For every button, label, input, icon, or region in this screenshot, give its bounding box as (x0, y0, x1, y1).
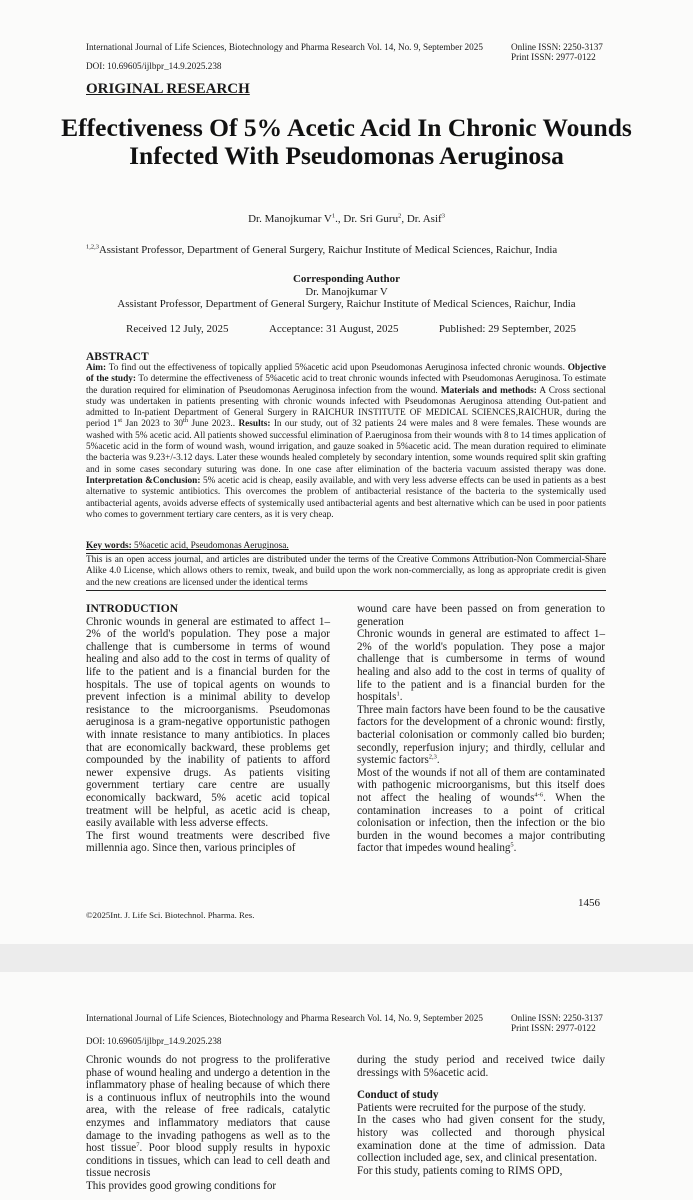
divider-top (86, 553, 606, 554)
right-paragraph-1: during the study period and received twice daily dressings with 5%acetic acid. (357, 1054, 605, 1079)
right-paragraph-4-cont: . When the contamination increases to a point of critical colonisation or infection, then the infection or the bio burden in the wound becomes a major contributing factor that impedes wound healing (357, 791, 605, 855)
conclusion-text: 5% acetic acid is cheap, easily available, and with very less adverse effects can be used in patients as a best alternative to systemic antibiotics. This overcomes the problem of antibacterial resistance of the bacteria to the systemically used antibacterial agents, avoids adverse effects of systemically used antibacterial agents and best alternative which can be used in poor patients who comes to government tertiary care centers, as it is very cheap. (86, 475, 606, 520)
conduct-of-study-heading: Conduct of study (357, 1089, 439, 1102)
page-2 (0, 972, 693, 1200)
period: . (513, 842, 517, 855)
doi-link[interactable]: DOI: 10.69605/ijlbpr_14.9.2025.238 (86, 61, 222, 71)
left-paragraph-1 (86, 1054, 330, 1180)
author-1-sup: 1 (331, 212, 336, 220)
print-issn: Print ISSN: 2977-0122 (511, 1023, 596, 1033)
corresponding-name: Dr. Manojkumar V (305, 286, 388, 298)
affiliation-text: Assistant Professor, Department of General Surgery, Raichur Institute of Medical Sciences, Raichur, India (99, 244, 558, 256)
intro-paragraph-2: The first wound treatments were described five millennia ago. Since then, various principles of (86, 829, 330, 855)
period: . (399, 691, 403, 704)
right-paragraph-4: For this study, patients coming to RIMS OPD, (357, 1164, 563, 1177)
objective-label: Objective of the study: (86, 363, 606, 385)
methods-text: A Cross sectional study was undertaken in patients presenting with chronic wounds infected with Pseudomonas Aeruginosa attending Out-patient and admitted to In-patient Department of General Surgery in RAICHUR INSTITUTE OF MEDICAL SCIENCES,RAICHUR, during the period 1 (86, 385, 607, 430)
aim-text: To find out the effectiveness of topically applied 5%acetic acid upon Pseudomonas Aeruginosa infected chronic wounds. (106, 363, 568, 373)
right-paragraph-1: wound care have been passed on from generation to generation (357, 603, 605, 628)
methods-label: Materials and methods: (440, 385, 537, 396)
paper-title: Effectiveness Of 5% Acetic Acid In Chronic Wounds Infected With Pseudomonas Aeruginosa (61, 113, 632, 170)
citation-sup: 7 (136, 1141, 140, 1149)
doi-link[interactable]: DOI: 10.69605/ijlbpr_14.9.2025.238 (86, 1036, 222, 1046)
introduction-heading: INTRODUCTION (86, 603, 179, 615)
left-paragraph-2: This provides good growing conditions for (86, 1179, 277, 1192)
page-number: 1456 (578, 897, 600, 909)
right-paragraph-3 (357, 704, 605, 767)
conclusion-label: Interpretation &Conclusion: (86, 475, 201, 486)
author-2-sup: 2 (398, 212, 402, 220)
print-issn: Print ISSN: 2977-0122 (511, 52, 596, 62)
right-paragraph-4-text: Most of the wounds if not all of them are contaminated with pathogenic microorganisms, but this itself does not affect the healing of wounds (357, 766, 605, 804)
objective-text: To determine the effectiveness of 5%acetic acid to treat chronic wounds infected with Pseudomonas Aeruginosa. To estimate the duration required for elimination of Pseudomonas Aeruginosa infection from the wound. (86, 374, 606, 396)
citation-sup: 5 (510, 841, 514, 849)
left-paragraph-1-text: Chronic wounds do not progress to the proliferative phase of wound healing and undergo a detention in the inflammatory phase of healing because of which there is a continuous influx of neutrophils into the wound area, with the release of free radicals, catalytic enzymes and inflammatory mediators that cause damage to the invading pathogens as well as to the host tissue (86, 1054, 330, 1155)
corresponding-heading: Corresponding Author (292, 273, 401, 285)
dates-row (86, 323, 616, 335)
right-paragraph-2: Patients were recruited for the purpose of the study. (357, 1101, 586, 1114)
divider-bottom (86, 590, 606, 591)
affiliation (86, 244, 626, 256)
right-paragraph-3-text: Three main factors have been found to be the causative factors for the development of a chronic wound: firstly, bacterial colonisation or commonly called bio burden; secondly, reperfusion injury; and thirdly, cellular and systemic factors (357, 703, 605, 767)
left-column (86, 603, 330, 855)
published-date: Published: 29 September, 2025 (438, 323, 576, 335)
methods-sup-1: st (117, 417, 123, 425)
keywords-text: 5%acetic acid, Pseudomonas Aeruginosa. (131, 541, 289, 551)
methods-text-2: Jan 2023 to 30 (122, 419, 184, 430)
citation-sup: 4-6 (534, 791, 544, 799)
methods-sup-2: th (183, 417, 189, 425)
methods-text-3: June 2023.. (188, 419, 239, 430)
license-notice: This is an open access journal, and articles are distributed under the terms of the Creative Commons Attribution-Non Commercial-Share Alike 4.0 License, which allows others to remix, tweak, and build upon the work non-commercially, as long as appropriate credit is given and the new creations are licensed under the identical terms (86, 555, 606, 588)
author-3-sup: 3 (441, 212, 445, 220)
intro-paragraph-1: Chronic wounds in general are estimated to affect 1–2% of the world's population. They pose a major challenge that is cumbersome in terms of wound healing and also add to the cost in terms of quality of life to the patient and is a financial burden for the hospitals. The use of topical agents on wounds to prevent infection is a minimal ability to develop resistance to the microorganisms. Pseudomonas aeruginosa is a gram-negative opportunistic pathogen with innate resistance to many antibiotics. In places that are economically backward, these problems get compounded by the inability of patients to afford newer expensive drugs. As patients visiting government tertiary care centre are usually economically backward, 5% acetic acid topical treatment will be helpful, as acetic acid is cheap, easily available with less adverse effects. (86, 615, 330, 830)
citation-sup: 2,3 (428, 753, 437, 761)
accepted-date: Acceptance: 31 August, 2025 (268, 323, 399, 335)
aim-label: Aim: (86, 363, 107, 373)
left-paragraph-1-cont: . Poor blood supply results in hypoxic conditions in tissues, which can lead to cell death and tissue necrosis (86, 1142, 330, 1180)
corresponding-address: Assistant Professor, Department of General Surgery, Raichur Institute of Medical Sciences, Raichur, India (117, 298, 576, 310)
right-paragraph-2-text: Chronic wounds in general are estimated to affect 1–2% of the world's population. They pose a major challenge that is cumbersome in terms of wound healing and also add to the cost in terms of quality of life to the patient and is a financial burden for the hospitals (357, 628, 605, 704)
copyright-footer: ©2025Int. J. Life Sci. Biotechnol. Pharma. Res. (86, 910, 255, 920)
author-2: ., Dr. Sri Guru (335, 213, 399, 225)
citation-sup: 1 (396, 690, 400, 698)
journal-header: International Journal of Life Sciences, Biotechnology and Pharma Research Vol. 14, No. 9, September 2025 (86, 42, 483, 52)
affiliation-sup: 1,2,3 (86, 243, 99, 251)
right-paragraph-2 (357, 628, 605, 704)
online-issn: Online ISSN: 2250-3137 (511, 1013, 603, 1023)
keywords (86, 541, 289, 551)
journal-header: International Journal of Life Sciences, Biotechnology and Pharma Research Vol. 14, No. 9, September 2025 (86, 1013, 483, 1023)
online-issn: Online ISSN: 2250-3137 (511, 42, 603, 52)
abstract-body (86, 363, 606, 521)
right-paragraph-3: In the cases who had given consent for the study, history was collected and thorough physical examination done at the time of admission. Data collection included age, sex, and clinical presentation. (357, 1114, 605, 1165)
period: . (436, 754, 440, 767)
section-type: ORIGINAL RESEARCH (86, 81, 250, 97)
right-paragraph-4 (357, 767, 605, 855)
author-3: , Dr. Asif (401, 213, 442, 225)
author-list (60, 213, 633, 225)
author-1: Dr. Manojkumar V (248, 213, 332, 225)
left-column (86, 1054, 330, 1193)
abstract-heading: ABSTRACT (86, 351, 149, 363)
results-text: In our study, out of 32 patients 24 were males and 8 were females. These wounds are washed with 5% acetic acid. All patients showed successful elimination of P.aeruginosa from their wounds with 8 to 14 times application of 5%acetic acid in the form of wound wash, wound irrigation, and gauze soaked in 5%acetic acid. The mean duration required to eliminate the bacteria was 9.23+/-3.12 days. Later these wounds healed completely by secondary intention, some wounds required split skin grafting and in some cases secondary suturing was done. In one case after elimination of the bacteria vacuum assisted therapy was done. (86, 419, 606, 475)
results-label: Results: (238, 419, 271, 430)
right-column (357, 1054, 605, 1177)
right-column (357, 603, 605, 855)
received-date: Received 12 July, 2025 (126, 323, 229, 335)
keywords-label: Key words: (86, 541, 132, 551)
